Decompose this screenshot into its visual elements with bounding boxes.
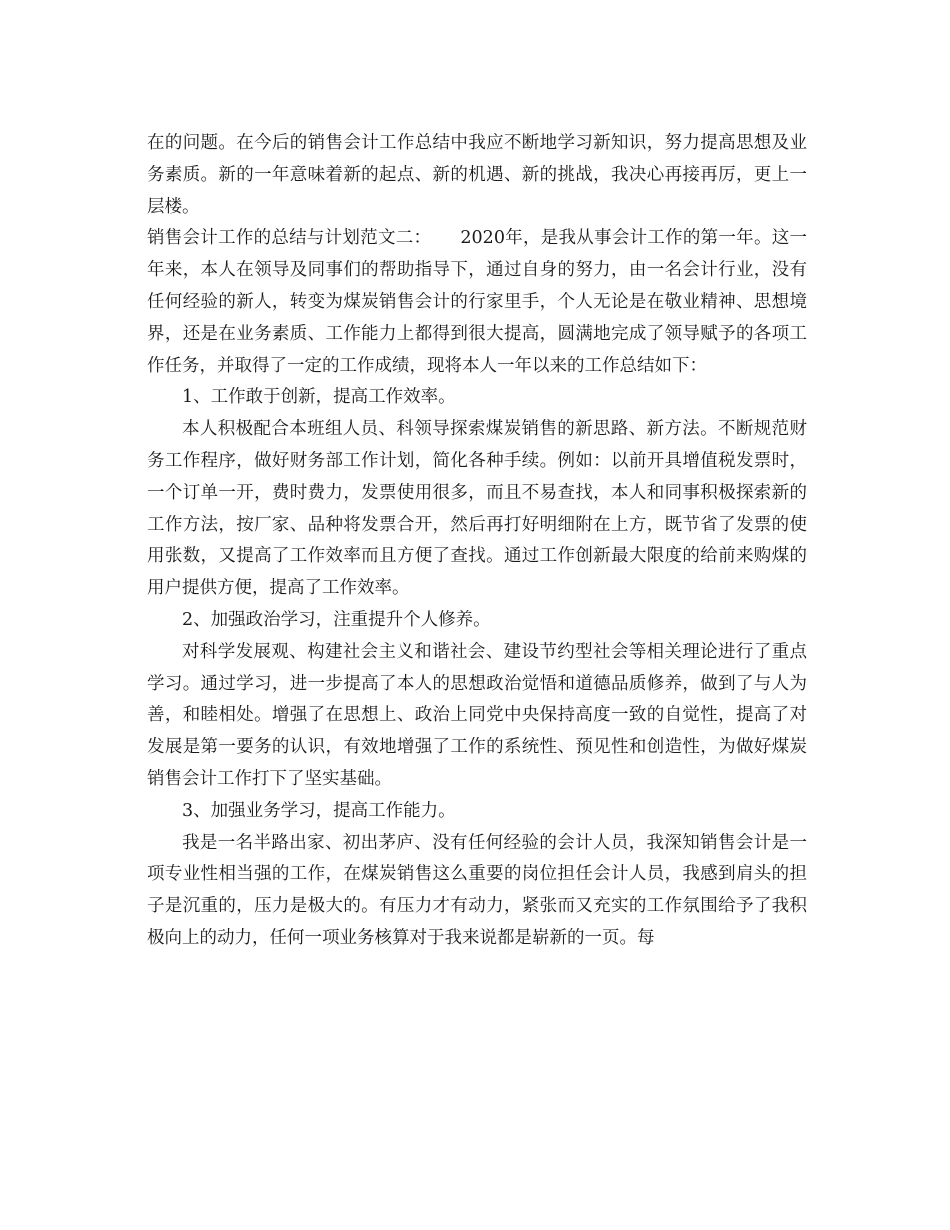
document-page (147, 128, 807, 955)
paragraph-1: 在的问题。在今后的销售会计工作总结中我应不断地学习新知识，努力提高思想及业务素质。新的一年意味着新的起点、新的机遇、新的挑战，我决心再接再厉，更上一层楼。 (147, 133, 807, 217)
paragraph-2: 销售会计工作的总结与计划范文二： 2020年，是我从事会计工作的第一年。这一年来，本人在领导及同事们的帮助指导下，通过自身的努力，由一名会计行业，没有任何经验的新人，转变为煤炭销售会计的行家里手，个人无论是在敬业精神、思想境界，还是在业务素质、工作能力上都得到很大提高，圆满地完成了领导赋予的各项工作任务，并取得了一定的工作成绩，现将本人一年以来的工作总结如下： (147, 228, 807, 376)
paragraph-4: 对科学发展观、构建社会主义和谐社会、建设节约型社会等相关理论进行了重点学习。通过学习，进一步提高了本人的思想政治觉悟和道德品质修养，做到了与人为善，和睦相处。增强了在思想上、政治上同党中央保持高度一致的自觉性，提高了对发展是第一要务的认识，有效地增强了工作的系统性、预见性和创造性，为做好煤炭销售会计工作打下了坚实基础。 (147, 641, 807, 789)
paragraph-3: 本人积极配合本班组人员、科领导探索煤炭销售的新思路、新方法。不断规范财务工作程序，做好财务部工作计划，简化各种手续。例如：以前开具增值税发票时，一个订单一开，费时费力，发票使用很多，而且不易查找，本人和同事积极探索新的工作方法，按厂家、品种将发票合开，然后再打好明细附在上方，既节省了发票的使用张数，又提高了工作效率而且方便了查找。通过工作创新最大限度的给前来购煤的用户提供方便，提高了工作效率。 (147, 419, 807, 599)
section-heading-2: 2、加强政治学习，注重提升个人修养。 (182, 609, 491, 630)
section-heading-3: 3、加强业务学习，提高工作能力。 (182, 800, 456, 821)
section-heading-1: 1、工作敢于创新，提高工作效率。 (182, 387, 456, 408)
paragraph-5: 我是一名半路出家、初出茅庐、没有任何经验的会计人员，我深知销售会计是一项专业性相当强的工作，在煤炭销售这么重要的岗位担任会计人员，我感到肩头的担子是沉重的，压力是极大的。有压力才有动力，紧张而又充实的工作氛围给予了我积极向上的动力，任何一项业务核算对于我来说都是崭新的一页。每 (147, 832, 807, 948)
